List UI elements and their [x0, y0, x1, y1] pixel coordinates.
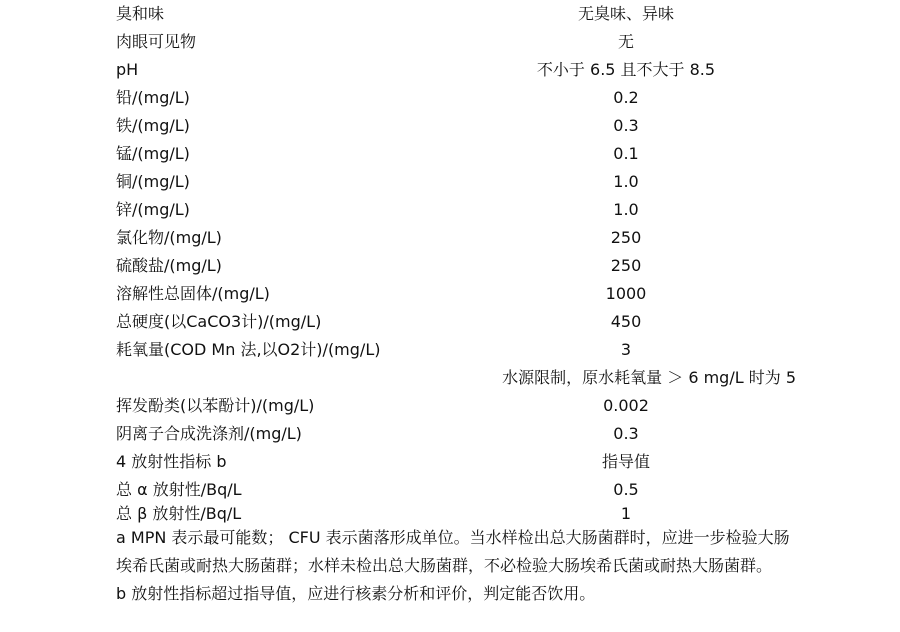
- limit-value: 0.3: [613, 116, 639, 135]
- indicator-label: 铁/(mg/L): [116, 116, 190, 135]
- indicator-label: 4 放射性指标 b: [116, 452, 227, 471]
- table-row: [0, 252, 900, 280]
- indicator-label: 挥发酚类(以苯酚计)/(mg/L): [116, 396, 315, 415]
- limit-value: 无: [617, 32, 634, 51]
- table-row: [0, 196, 900, 224]
- limit-value: 不小于 6.5 且不大于 8.5: [536, 60, 716, 79]
- indicator-label: 锰/(mg/L): [116, 144, 190, 163]
- limit-value: 1: [620, 504, 632, 523]
- table-row: [0, 420, 900, 448]
- indicator-label: 阴离子合成洗涤剂/(mg/L): [116, 424, 302, 443]
- limit-value: 3: [620, 340, 632, 359]
- limit-value: 1000: [605, 284, 647, 303]
- indicator-label: 溶解性总固体/(mg/L): [116, 284, 270, 303]
- indicator-label: 耗氧量(COD Mn 法,以O2计)/(mg/L): [116, 340, 381, 359]
- indicator-label: pH: [116, 60, 139, 79]
- footnote-b: b 放射性指标超过指导值，应进行核素分析和评价，判定能否饮用。: [116, 584, 596, 603]
- limit-value: 指导值: [601, 452, 650, 471]
- limit-value: 0.002: [603, 396, 649, 415]
- indicator-label: 总 α 放射性/Bq/L: [116, 480, 242, 499]
- indicator-label: 肉眼可见物: [116, 32, 197, 51]
- table-row: [0, 28, 900, 56]
- table-row: [0, 336, 900, 364]
- indicator-label: 铜/(mg/L): [116, 172, 190, 191]
- table-row: [0, 84, 900, 112]
- table-row: [0, 0, 900, 28]
- indicator-label: 总 β 放射性/Bq/L: [116, 504, 242, 523]
- limit-value: 无臭味、异味: [577, 4, 674, 23]
- table-row: [0, 392, 900, 420]
- indicator-label: 硫酸盐/(mg/L): [116, 256, 222, 275]
- footnotes: [116, 524, 798, 608]
- limit-value: 0.1: [613, 144, 639, 163]
- table-row: [0, 448, 900, 476]
- table-row: [0, 112, 900, 140]
- limit-value: 1.0: [613, 200, 639, 219]
- table-row: [0, 308, 900, 336]
- limit-value: 1.0: [613, 172, 639, 191]
- cod-note: 水源限制，原水耗氧量 ＞ 6 mg/L 时为 5: [502, 368, 796, 387]
- indicator-label: 臭和味: [116, 4, 165, 23]
- limit-value: 0.5: [613, 480, 639, 499]
- footnote-a: a MPN 表示最可能数； CFU 表示菌落形成单位。当水样检出总大肠菌群时，应进一步检验大肠埃希氏菌或耐热大肠菌群；水样未检出总大肠菌群，不必检验大肠埃希氏菌或耐热大肠菌群。: [116, 528, 790, 575]
- table-row: [0, 280, 900, 308]
- limit-value: 0.2: [613, 88, 639, 107]
- indicator-label: 铅/(mg/L): [116, 88, 190, 107]
- table-row-note: [0, 364, 900, 392]
- table-row: [0, 168, 900, 196]
- limit-value: 0.3: [613, 424, 639, 443]
- limit-value: 450: [610, 312, 642, 331]
- limit-value: 250: [610, 256, 642, 275]
- indicator-label: 总硬度(以CaCO3计)/(mg/L): [116, 312, 322, 331]
- table-row: [0, 224, 900, 252]
- indicator-label: 锌/(mg/L): [116, 200, 190, 219]
- limit-value: 250: [610, 228, 642, 247]
- indicator-label: 氯化物/(mg/L): [116, 228, 222, 247]
- table-row: [0, 140, 900, 168]
- table-row: [0, 56, 900, 84]
